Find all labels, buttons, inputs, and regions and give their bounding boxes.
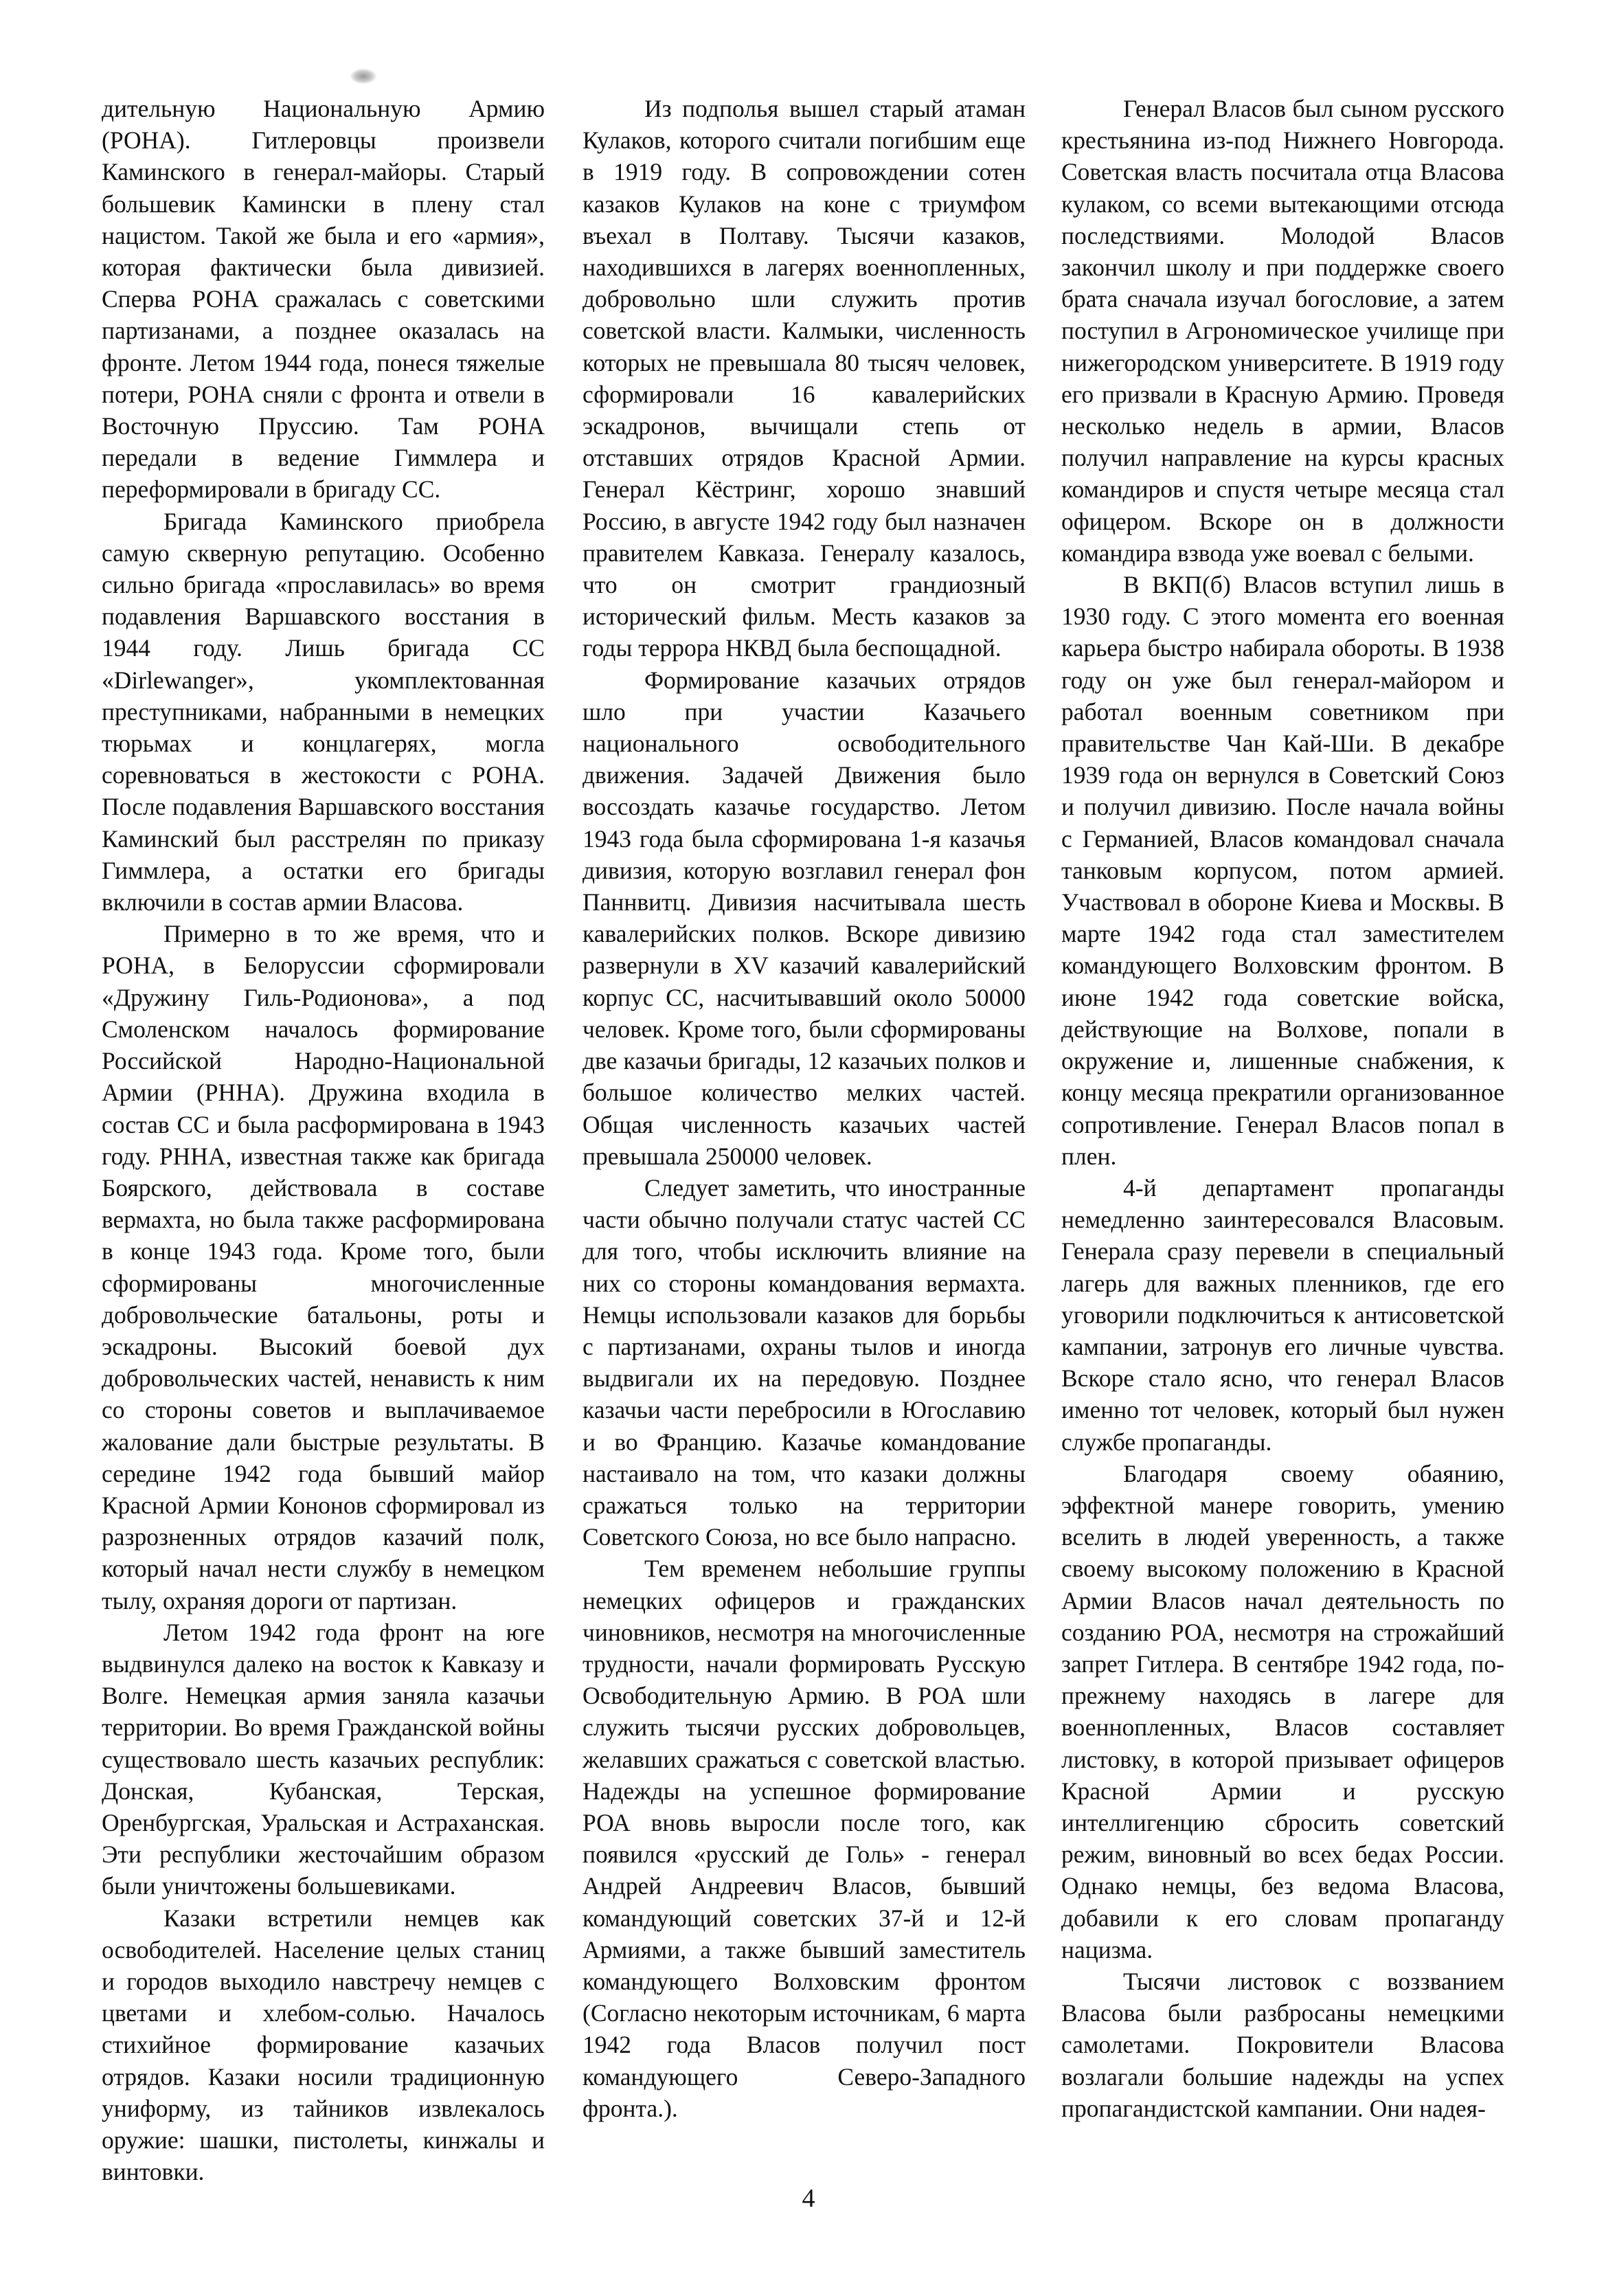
paragraph: Благодаря своему обаянию, эффектной манере говорить, умению вселить в людей уверенность, а также своему высокому положению в Красной Армии Власов начал деятельность по созданию РОА, несмотря на строжайший запрет Гитлера. В сентябре 1942 года, по-прежнему находясь в лагере для военнопленных, Власов составляет листовку, в которой призывает офицеров Красной Армии и русскую интеллигенцию сбросить советский режим, виновный во всех бедах России. Однако немцы, без ведома Власова, добавили к его словам пропаганду нацизма. <box>1061 1459 1504 1963</box>
paragraph: Летом 1942 года фронт на юге выдвинулся далеко на восток к Кавказу и Волге. Немецкая армия заняла казачьи территории. Во время Гражданской войны существовало шесть казачьих республик: Донская, Кубанская, Терская, Оренбургская, Уральская и Астраханская. Эти республики жесточайшим образом были уничтожены большевиками. <box>102 1618 545 1900</box>
paragraph: Следует заметить, что иностранные части обычно получали статус частей СС для того, чтобы исключить влияние на них со стороны командования вермахта. Немцы использовали казаков для борьбы с партизанами, охраны тылов и иногда выдвигали их на передовую. Позднее казачьи части перебросили в Югославию и во Францию. Казачье командование настаивало на том, что казаки должны сражаться только на территории Советского Союза, но все было напрасно. <box>583 1173 1026 1551</box>
paragraph: Примерно в то же время, что и РОНА, в Белоруссии сформировали «Дружину Гиль-Родионова», а под Смоленском началось формирование Российской Народно-Национальной Армии (РННА). Дружина входила в состав СС и была расформирована в 1943 году. РННА, известная также как бригада Боярского, действовала в составе вермахта, но была также расформирована в конце 1943 года. Кроме того, были сформированы многочисленные добровольческие батальоны, роты и эскадроны. Высокий боевой дух добровольческих частей, ненависть к ним со стороны советов и выплачиваемое жалование дали быстрые результаты. В середине 1942 года бывший майор Красной Армии Кононов сформировал из разрозненных отрядов казачий полк, который начал нести службу в немецком тылу, охраняя дороги от партизан. <box>102 920 545 1614</box>
paragraph: Казаки встретили немцев как освободителей. Население целых станиц и городов выходило навстречу немцев с цветами и хлебом-солью. Началось стихийное формирование казачьих отрядов. Казаки носили традиционную униформу, из тайников извлекалось оружие: шашки, пистолеты, кинжалы и винтовки. <box>102 1904 545 2186</box>
print-smudge <box>350 69 376 84</box>
paragraph: 4-й департамент пропаганды немедленно заинтересовался Власовым. Генерала сразу перевели в специальный лагерь для важных пленников, где его уговорили подключиться к антисоветской кампании, затронув его личные чувства. Вскоре стало ясно, что генерал Власов именно тот человек, который был нужен службе пропаганды. <box>1061 1173 1504 1456</box>
text-column-3 <box>1061 93 1504 2124</box>
paragraph: Формирование казачьих отрядов шло при участии Казачьего национального освободительного движения. Задачей Движения было воссоздать казачье государство. Летом 1943 года была сформирована 1-я казачья дивизия, которую возглавил генерал фон Паннвитц. Дивизия насчитывала шесть кавалерийских полков. Вскоре дивизию развернули в XV казачий кавалерийский корпус СС, насчитывавший около 50000 человек. Кроме того, были сформированы две казачьи бригады, 12 казачьих полков и большое количество мелких частей. Общая численность казачьих частей превышала 250000 человек. <box>583 666 1026 1170</box>
paragraph: Тем временем небольшие группы немецких офицеров и гражданских чиновников, несмотря на многочисленные трудности, начали формировать Русскую Освободительную Армию. В РОА шли служить тысячи русских добровольцев, желавших сражаться с советской властью. Надежды на успешное формирование РОА вновь выросли после того, как появился «русский де Голь» - генерал Андрей Андреевич Власов, бывший командующий советских 37-й и 12-й Армиями, а также бывший заместитель командующего Волховским фронтом (Согласно некоторым источникам, 6 марта 1942 года Власов получил пост командующего Северо-Западного фронта.). <box>583 1555 1026 2122</box>
paragraph: Тысячи листовок с воззванием Власова были разбросаны немецкими самолетами. Покровители Власова возлагали большие надежды на успех пропагандистской кампании. Они надея- <box>1061 1967 1504 2122</box>
paragraph: Из подполья вышел старый атаман Кулаков, которого считали погибшим еще в 1919 году. В сопровождении сотен казаков Кулаков на коне с триумфом въехал в Полтаву. Тысячи казаков, находившихся в лагерях военнопленных, добровольно шли служить против советской власти. Калмыки, численность которых не превышала 80 тысяч человек, сформировали 16 кавалерийских эскадронов, вычищали степь от отставших отрядов Красной Армии. Генерал Кёстринг, хорошо знавший Россию, в августе 1942 году был назначен правителем Кавказа. Генералу казалось, что он смотрит грандиозный исторический фильм. Месть казаков за годы террора НКВД была беспощадной. <box>583 95 1026 662</box>
paragraph: В ВКП(б) Власов вступил лишь в 1930 году. С этого момента его военная карьера быстро набирала обороты. В 1938 году он уже был генерал-майором и работал военным советником при правительстве Чан Кай-Ши. В декабре 1939 года он вернулся в Советский Союз и получил дивизию. После начала войны с Германией, Власов командовал сначала танковым корпусом, потом армией. Участвовал в обороне Киева и Москвы. В марте 1942 года стал заместителем командующего Волховским фронтом. В июне 1942 года советские войска, действующие на Волхове, попали в окружение и, лишенные снабжения, к концу месяца прекратили организованное сопротивление. Генерал Власов попал в плен. <box>1061 571 1504 1170</box>
paragraph: дительную Национальную Армию (РОНА). Гитлеровцы произвели Каминского в генерал-майоры. Старый большевик Камински в плену стал нацистом. Такой же была и его «армия», которая фактически была дивизией. Сперва РОНА сражалась с советскими партизанами, а позднее оказалась на фронте. Летом 1944 года, понеся тяжелые потери, РОНА сняли с фронта и отвели в Восточную Пруссию. Там РОНА передали в ведение Гиммлера и переформировали в бригаду СС. <box>102 95 545 504</box>
paragraph: Генерал Власов был сыном русского крестьянина из-под Нижнего Новгорода. Советская власть посчитала отца Власова кулаком, со всеми вытекающими отсюда последствиями. Молодой Власов закончил школу и при поддержке своего брата сначала изучал богословие, а затем поступил в Агрономическое училище при нижегородском университете. В 1919 году его призвали в Красную Армию. Проведя несколько недель в армии, Власов получил направление на курсы красных командиров и спустя четыре месяца стал офицером. Вскоре он в должности командира взвода уже воевал с белыми. <box>1061 95 1504 567</box>
text-column-2 <box>583 93 1026 2124</box>
paragraph: Бригада Каминского приобрела самую скверную репутацию. Особенно сильно бригада «прославилась» во время подавления Варшавского восстания в 1944 году. Лишь бригада СС «Dirlewanger», укомплектованная преступниками, набранными в немецких тюрьмах и концлагерях, могла соревноваться в жестокости с РОНА. После подавления Варшавского восстания Каминский был расстрелян по приказу Гиммлера, а остатки его бригады включили в состав армии Власова. <box>102 507 545 916</box>
text-column-1 <box>102 93 545 2187</box>
page-number: 4 <box>802 2184 815 2213</box>
